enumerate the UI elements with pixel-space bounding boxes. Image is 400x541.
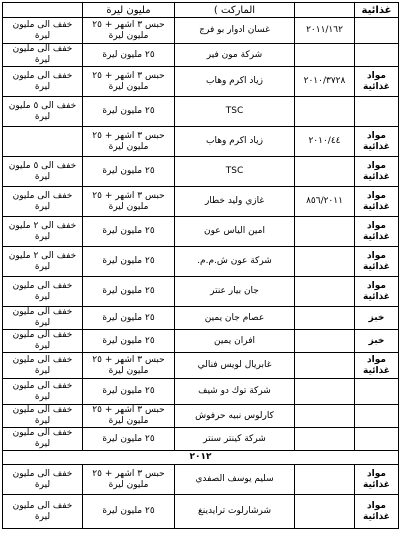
name-cell: غازي وليد خطار (175, 187, 295, 217)
name-cell: كارلوس نبيه حرفوش (175, 405, 295, 428)
name-cell: سليم يوسف الصفدي (175, 465, 295, 495)
sentence-cell: ٢٥ مليون ليرة (83, 44, 175, 67)
table-row (3, 187, 399, 217)
name-cell: TSC (175, 157, 295, 187)
category-cell: مواد غذائية (355, 495, 399, 529)
category-cell: مواد غذائية (355, 247, 399, 277)
table-row (3, 217, 399, 247)
name-cell: زياد اكرم وهاب (175, 67, 295, 97)
case-number-cell (295, 379, 355, 405)
case-number-cell (295, 217, 355, 247)
case-number-cell (295, 97, 355, 127)
category-cell (355, 379, 399, 405)
header-row (3, 3, 399, 18)
name-cell: زياد اكرم وهاب (175, 127, 295, 157)
case-number-cell (295, 307, 355, 330)
category-cell: مواد غذائية (355, 465, 399, 495)
result-cell: خفف الى مليون ليرة (3, 405, 83, 428)
sentence-cell: ٢٥ مليون ليرة (83, 217, 175, 247)
result-cell: خفف الى ٢ مليون ليرة (3, 247, 83, 277)
result-cell: خفف الى ٥ مليون ليرة (3, 157, 83, 187)
header-name: الماركت ) (175, 3, 295, 18)
table-row (3, 307, 399, 330)
name-cell: شركة كينتر سنتر (175, 428, 295, 451)
table-row (3, 465, 399, 495)
sentence-cell: ٢٥ مليون ليرة (83, 330, 175, 353)
table-row (3, 157, 399, 187)
name-cell: امين الياس عون (175, 217, 295, 247)
sentence-cell: ٢٥ مليون ليرة (83, 307, 175, 330)
header-category: غذائية (355, 3, 399, 18)
case-number-cell: ٢٠١٠/٤٤ (295, 127, 355, 157)
category-cell (355, 18, 399, 44)
result-cell: خفف الى ٢ مليون ليرة (3, 217, 83, 247)
result-cell: خفف الى مليون ليرة (3, 379, 83, 405)
name-cell: شرشارلوت ترايدينغ (175, 495, 295, 529)
category-cell: خبز (355, 307, 399, 330)
result-cell: خفف الى مليون ليرة (3, 495, 83, 529)
result-cell: خفف الى مليون ليرة (3, 307, 83, 330)
case-number-cell (295, 465, 355, 495)
sentence-cell: حبس ٣ اشهر + ٢٥ مليون ليرة (83, 465, 175, 495)
year-separator-row (3, 451, 399, 465)
category-cell: مواد غذائية (355, 277, 399, 307)
category-cell: مواد غذائية (355, 127, 399, 157)
sentence-cell: ٢٥ مليون ليرة (83, 379, 175, 405)
case-number-cell: ٨٥٦/٢٠١١ (295, 187, 355, 217)
sentence-cell: حبس ٣ اشهر + ٢٥ مليون ليرة (83, 187, 175, 217)
cases-table-body (3, 3, 399, 529)
case-number-cell (295, 495, 355, 529)
case-number-cell (295, 277, 355, 307)
table-row (3, 18, 399, 44)
name-cell: غسان ادوار بو فرج (175, 18, 295, 44)
case-number-cell (295, 330, 355, 353)
header-sentence: مليون ليرة (83, 3, 175, 18)
header-number (295, 3, 355, 18)
result-cell: خفف الى مليون ليرة (3, 67, 83, 97)
category-cell (355, 405, 399, 428)
cases-table (2, 2, 399, 529)
name-cell: غابريال لويس فنالي (175, 353, 295, 379)
sentence-cell: ٢٥ مليون ليرة (83, 277, 175, 307)
result-cell: خفف الى مليون ليرة (3, 187, 83, 217)
table-row (3, 330, 399, 353)
sentence-cell: حبس ٣ اشهر + ٢٥ مليون ليرة (83, 127, 175, 157)
name-cell: شركة مون فير (175, 44, 295, 67)
sentence-cell: ٢٥ مليون ليرة (83, 495, 175, 529)
table-row (3, 379, 399, 405)
name-cell: جان بيار عنتر (175, 277, 295, 307)
category-cell: خبز (355, 330, 399, 353)
case-number-cell (295, 353, 355, 379)
result-cell: خفف الى مليون ليرة (3, 353, 83, 379)
case-number-cell (295, 405, 355, 428)
case-number-cell (295, 44, 355, 67)
sentence-cell: ٢٥ مليون ليرة (83, 97, 175, 127)
sentence-cell: حبس ٣ اشهر + ٢٥ مليون ليرة (83, 353, 175, 379)
year-label: ٢٠١٢ (3, 451, 399, 465)
name-cell: TSC (175, 97, 295, 127)
category-cell: مواد غذائية (355, 217, 399, 247)
sentence-cell: ٢٥ مليون ليرة (83, 157, 175, 187)
case-number-cell: ٢٠١١/١٦٢ (295, 18, 355, 44)
sentence-cell: حبس ٣ اشهر + ٢٥ مليون ليرة (83, 67, 175, 97)
table-row (3, 495, 399, 529)
name-cell: عصام جان يمين (175, 307, 295, 330)
result-cell: خفف الى مليون ليرة (3, 277, 83, 307)
category-cell: مواد غذائية (355, 187, 399, 217)
table-row (3, 44, 399, 67)
sentence-cell: ٢٥ مليون ليرة (83, 428, 175, 451)
table-row (3, 405, 399, 428)
name-cell: شركة عون ش.م.م. (175, 247, 295, 277)
result-cell: خفف الى ٥ مليون ليرة (3, 97, 83, 127)
result-cell: خفف الى مليون ليرة (3, 330, 83, 353)
table-row (3, 428, 399, 451)
table-row (3, 277, 399, 307)
name-cell: افران يمين (175, 330, 295, 353)
case-number-cell (295, 157, 355, 187)
category-cell: مواد غذائية (355, 353, 399, 379)
table-row (3, 127, 399, 157)
result-cell: خفف الى مليون ليرة (3, 18, 83, 44)
case-number-cell (295, 428, 355, 451)
table-row (3, 97, 399, 127)
category-cell (355, 428, 399, 451)
result-cell: خفف الى مليون ليرة (3, 465, 83, 495)
table-row (3, 247, 399, 277)
table-row (3, 353, 399, 379)
category-cell (355, 44, 399, 67)
case-number-cell: ٢٠١٠/٣٧٢٨ (295, 67, 355, 97)
sentence-cell: حبس ٣ اشهر + ٢٥ مليون ليرة (83, 405, 175, 428)
category-cell (355, 97, 399, 127)
category-cell: مواد غذائية (355, 157, 399, 187)
result-cell: خفف الى مليون ليرة (3, 44, 83, 67)
result-cell: خفف الى مليون ليرة (3, 428, 83, 451)
sentence-cell: حبس ٣ اشهر + ٢٥ مليون ليرة (83, 18, 175, 44)
result-cell (3, 127, 83, 157)
case-number-cell (295, 247, 355, 277)
table-row (3, 67, 399, 97)
category-cell: مواد غذائية (355, 67, 399, 97)
name-cell: شركة توك دو شيف (175, 379, 295, 405)
sentence-cell: ٢٥ مليون ليرة (83, 247, 175, 277)
header-result (3, 3, 83, 18)
